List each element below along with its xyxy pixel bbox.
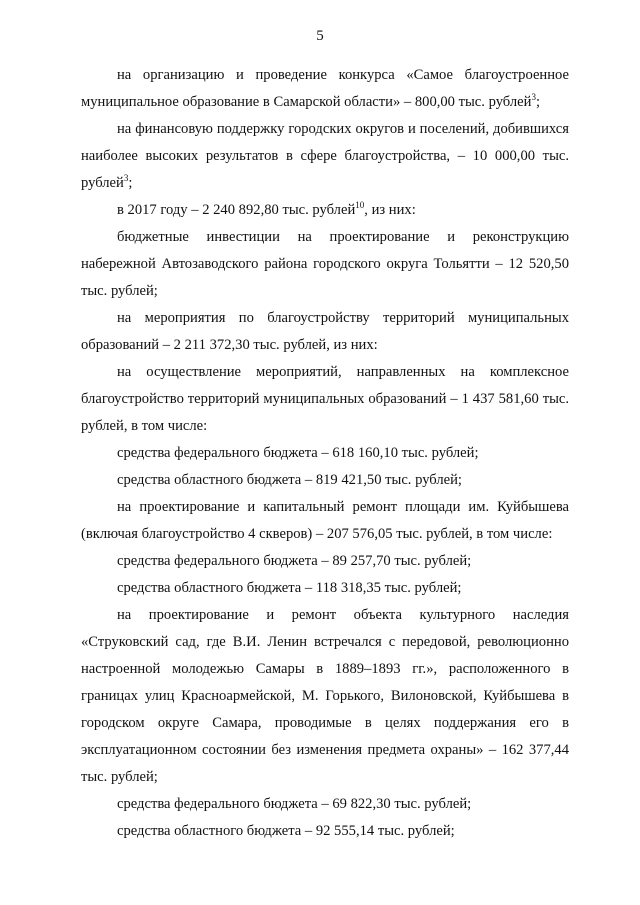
paragraph	[81, 791, 569, 818]
paragraph-tail: ;	[535, 94, 540, 110]
footnote-ref: 10	[355, 200, 365, 210]
paragraph-text: средства федерального бюджета – 618 160,10 тыс. рублей;	[117, 445, 479, 461]
paragraph-text: на финансовую поддержку городских округов и поселений, добившихся наиболее высоких результатов в сфере благоустройства, – 10 000,00 тыс. рублей	[81, 121, 569, 191]
paragraph-text: средства областного бюджета – 819 421,50 тыс. рублей;	[117, 472, 462, 488]
paragraph	[81, 359, 569, 440]
paragraph	[81, 548, 569, 575]
paragraph	[81, 494, 569, 548]
document-body	[81, 62, 569, 845]
paragraph	[81, 305, 569, 359]
paragraph	[81, 467, 569, 494]
paragraph-tail: ;	[128, 175, 133, 191]
paragraph	[81, 440, 569, 467]
paragraph-text: средства областного бюджета – 92 555,14 тыс. рублей;	[117, 823, 455, 839]
paragraph	[81, 224, 569, 305]
paragraph	[81, 602, 569, 791]
paragraph-tail: , из них:	[364, 202, 416, 218]
paragraph-text: на организацию и проведение конкурса «Самое благоустроенное муниципальное образование в Самарской области» – 800,00 тыс. рублей	[81, 67, 569, 110]
paragraph-text: в 2017 году – 2 240 892,80 тыс. рублей	[117, 202, 356, 218]
paragraph	[81, 818, 569, 845]
paragraph-text: средства федерального бюджета – 89 257,70 тыс. рублей;	[117, 553, 472, 569]
paragraph	[81, 197, 569, 224]
page-number: 5	[316, 28, 324, 44]
paragraph-text: на проектирование и ремонт объекта культурного наследия «Струковский сад, где В.И. Ленин встречался с передовой, революционно настроенной молодежью Самары в 1889–1893 гг.», расположенного в границах улиц Красноармейской, М. Горького, Вилоновской, Куйбышева в городском округе Самара, проводимые в целях поддержания его в эксплуатационном состоянии без изменения предмета охраны» – 162 377,44 тыс. рублей;	[81, 607, 569, 785]
paragraph	[81, 62, 569, 116]
paragraph-text: на осуществление мероприятий, направленных на комплексное благоустройство территорий муниципальных образований – 1 437 581,60 тыс. рублей, в том числе:	[81, 364, 569, 434]
footnote-ref: 3	[531, 92, 536, 102]
paragraph-text: средства областного бюджета – 118 318,35 тыс. рублей;	[117, 580, 462, 596]
footnote-ref: 3	[123, 173, 129, 183]
paragraph-text: на проектирование и капитальный ремонт площади им. Куйбышева (включая благоустройство 4 скверов) – 207 576,05 тыс. рублей, в том числе:	[81, 499, 569, 542]
paragraph	[81, 575, 569, 602]
paragraph-text: средства федерального бюджета – 69 822,30 тыс. рублей;	[117, 796, 472, 812]
paragraph-text: на мероприятия по благоустройству территорий муниципальных образований – 2 211 372,30 тыс. рублей, из них:	[81, 310, 569, 353]
paragraph-text: бюджетные инвестиции на проектирование и реконструкцию набережной Автозаводского района городского округа Тольятти – 12 520,50 тыс. рублей;	[81, 229, 569, 299]
paragraph	[81, 116, 569, 197]
